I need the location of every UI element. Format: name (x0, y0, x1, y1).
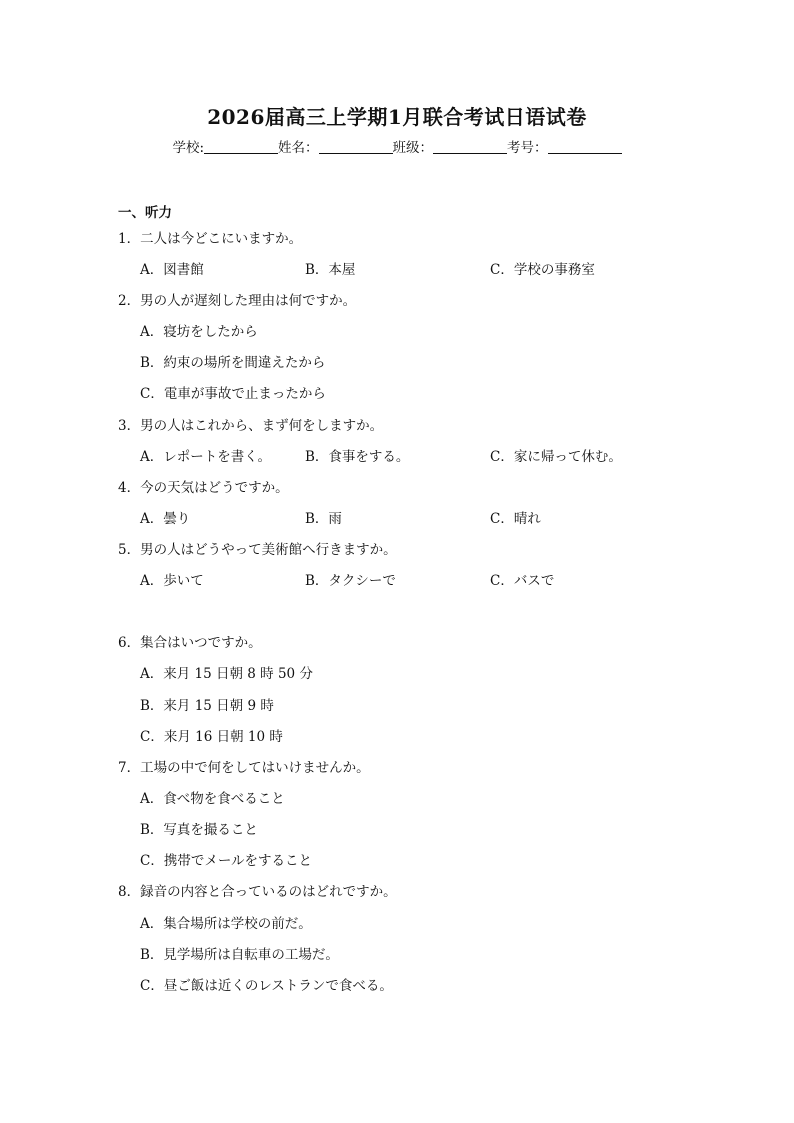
question-1-option-a: A．図書館 (140, 262, 204, 278)
question-3-option-b: B．食事をする。 (305, 449, 410, 465)
question-5-option-a: A．歩いて (140, 573, 204, 589)
exam-title: 2026届高三上学期1月联合考试日语试卷 (207, 105, 587, 129)
question-5-option-b: B．タクシーで (305, 573, 396, 589)
question-6-option-c: C．来月 16 日朝 10 時 (140, 729, 283, 745)
question-7-stem: 7．工場の中で何をしてはいけませんか。 (118, 760, 370, 776)
exam-number-blank (548, 139, 622, 154)
school-label: 学校: (172, 140, 205, 156)
school-blank (204, 139, 278, 154)
student-info-line (0, 138, 794, 158)
question-5-stem: 5．男の人はどうやって美術館へ行きますか。 (118, 542, 397, 558)
question-4-option-b: B．雨 (305, 511, 342, 527)
question-8-option-b: B．見学場所は自転車の工場だ。 (140, 947, 339, 963)
question-6-option-b: B．来月 15 日朝 9 時 (140, 698, 274, 714)
question-6-stem: 6．集合はいつですか。 (118, 635, 262, 651)
question-3-stem: 3．男の人はこれから、まず何をしますか。 (118, 418, 384, 434)
question-7-option-a: A．食べ物を食べること (140, 791, 285, 807)
question-8-option-c: C．昼ご飯は近くのレストランで食べる。 (140, 978, 393, 994)
question-1-option-b: B．本屋 (305, 262, 356, 278)
question-7-option-b: B．写真を撮ること (140, 822, 258, 838)
name-label: 姓名： (278, 140, 319, 156)
question-2-option-b: B．約束の場所を間違えたから (140, 355, 326, 371)
class-blank (433, 139, 507, 154)
question-4-option-a: A．曇り (140, 511, 191, 527)
question-4-stem: 4．今の天気はどうですか。 (118, 480, 289, 496)
question-2-option-c: C．電車が事故で止まったから (140, 386, 326, 402)
section-heading-listening: 一、听力 (118, 205, 172, 221)
exam-number-label: 考号： (507, 140, 548, 156)
question-3-option-a: A．レポートを書く。 (140, 449, 271, 465)
question-2-stem: 2．男の人が遅刻した理由は何ですか。 (118, 293, 357, 309)
question-3-option-c: C．家に帰って休む。 (490, 449, 622, 465)
question-4-option-c: C．晴れ (490, 511, 541, 527)
question-8-stem: 8．録音の内容と合っているのはどれですか。 (118, 884, 397, 900)
question-1-stem: 1．二人は今どこにいますか。 (118, 231, 303, 247)
question-7-option-c: C．携帯でメールをすること (140, 853, 313, 869)
question-8-option-a: A．集合場所は学校の前だ。 (140, 916, 312, 932)
question-1-option-c: C．学校の事務室 (490, 262, 595, 278)
question-6-option-a: A．来月 15 日朝 8 時 50 分 (140, 666, 313, 682)
name-blank (319, 139, 393, 154)
question-2-option-a: A．寝坊をしたから (140, 324, 258, 340)
class-label: 班级： (392, 140, 434, 156)
question-5-option-c: C．バスで (490, 573, 555, 589)
